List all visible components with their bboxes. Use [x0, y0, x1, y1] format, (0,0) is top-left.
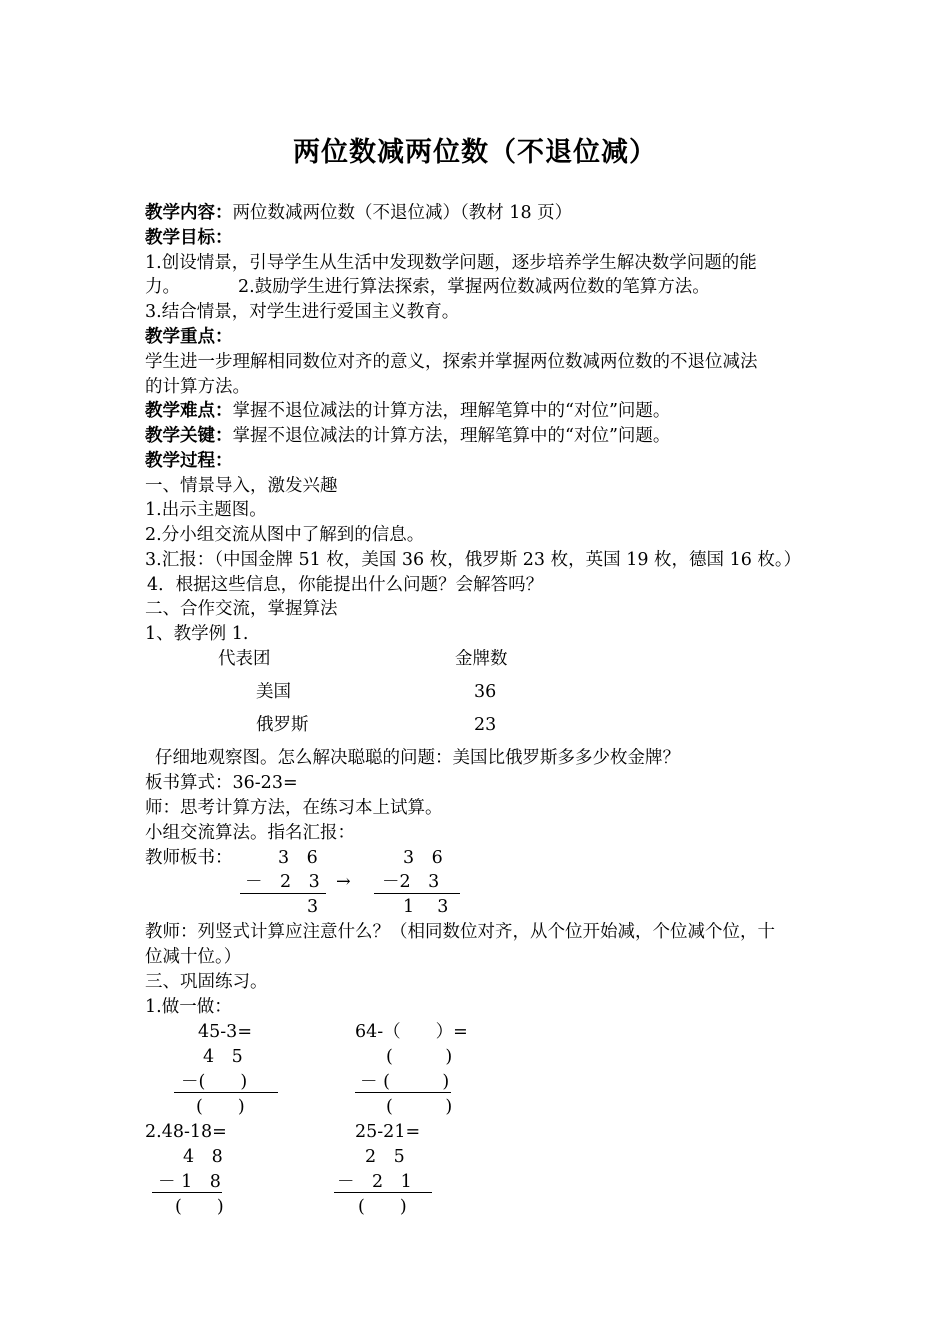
section-2-item-1: 1、教学例 1. — [145, 624, 249, 644]
table-cell-count: 23 — [474, 715, 497, 735]
key-label: 教学关键： — [145, 426, 233, 446]
difficulty-label: 教学难点： — [145, 401, 233, 421]
objective-line-2b: 2.鼓励学生进行算法探索，掌握两位数减两位数的笔算方法。 — [238, 277, 710, 297]
difficulty-text: 掌握不退位减法的计算方法，理解笔算中的“对位”问题。 — [232, 401, 671, 421]
calc1-subtrahend: － 2 3 — [245, 872, 320, 892]
practice-d-expr: 25-21= — [355, 1122, 421, 1142]
table-cell-country: 俄罗斯 — [256, 715, 309, 735]
board-label: 教师板书： — [145, 848, 233, 868]
process-label: 教学过程： — [145, 451, 233, 471]
practice-1-label: 1.做一做： — [145, 997, 232, 1017]
teacher-question-line-1: 教师：列竖式计算应注意什么？（相同数位对齐，从个位开始减，个位减个位，十 — [145, 922, 775, 942]
section-1-item-4: 4．根据这些信息，你能提出什么问题？会解答吗？ — [147, 575, 544, 595]
practice-b-rule — [355, 1092, 451, 1093]
calc1-rule — [240, 893, 326, 894]
key-line — [145, 424, 670, 448]
practice-a-subtrahend: －( ) — [181, 1072, 248, 1092]
objective-line-1: 1.创设情景，引导学生从生活中发现数学问题，逐步培养学生解决数学问题的能 — [145, 253, 757, 273]
key-points-line-1: 学生进一步理解相同数位对齐的意义，探索并掌握两位数减两位数的不退位减法 — [145, 352, 758, 372]
difficulty-line — [145, 399, 670, 423]
practice-2-expr: 2.48-18= — [145, 1122, 227, 1142]
content-label: 教学内容： — [145, 203, 233, 223]
objectives-label: 教学目标： — [145, 228, 233, 248]
table-header-medals: 金牌数 — [455, 649, 508, 669]
practice-b-top: ( ) — [386, 1047, 453, 1067]
practice-a-result: ( ) — [196, 1097, 245, 1117]
content-text: 两位数减两位数（不退位减）（教材 18 页） — [232, 203, 573, 223]
example-question: 仔细地观察图。怎么解决聪聪的问题：美国比俄罗斯多多少枚金牌？ — [155, 748, 680, 768]
calc2-rule — [374, 893, 460, 894]
practice-b-subtrahend: － ( ) — [360, 1072, 450, 1092]
calc1-result: 3 — [307, 897, 319, 917]
section-3-heading: 三、巩固练习。 — [145, 972, 268, 992]
teacher-question-line-2: 位减十位。） — [145, 947, 242, 967]
practice-b-expr: 64-（ ）= — [355, 1022, 468, 1042]
practice-a-rule — [174, 1092, 278, 1093]
objective-line-2a: 力。 — [145, 277, 180, 297]
section-1-heading: 一、情景导入，激发兴趣 — [145, 476, 338, 496]
practice-d-result: ( ) — [358, 1197, 407, 1217]
section-1-item-2: 2.分小组交流从图中了解到的信息。 — [145, 525, 425, 545]
section-1-item-3: 3.汇报：（中国金牌 51 枚，美国 36 枚，俄罗斯 23 枚，英国 19 枚，德国 16 枚。） — [145, 550, 802, 570]
key-points-line-2: 的计算方法。 — [145, 377, 250, 397]
calc2-top: 3 6 — [403, 848, 443, 868]
calc1-top: 3 6 — [278, 848, 318, 868]
practice-c-result: ( ) — [175, 1197, 224, 1217]
arrow-icon: → — [336, 872, 351, 892]
table-cell-count: 36 — [474, 682, 497, 702]
content-line — [145, 201, 572, 225]
practice-c-top: 4 8 — [183, 1147, 223, 1167]
key-text: 掌握不退位减法的计算方法，理解笔算中的“对位”问题。 — [232, 426, 671, 446]
practice-c-rule — [152, 1192, 222, 1193]
page-title: 两位数减两位数（不退位减） — [293, 137, 657, 168]
table-cell-country: 美国 — [256, 682, 291, 702]
practice-d-subtrahend: － 2 1 — [337, 1172, 412, 1192]
calc2-result: 1 3 — [403, 897, 449, 917]
objective-line-3: 3.结合情景，对学生进行爱国主义教育。 — [145, 302, 460, 322]
practice-c-subtrahend: － 1 8 — [158, 1172, 221, 1192]
practice-b-result: ( ) — [386, 1097, 453, 1117]
practice-d-top: 2 5 — [365, 1147, 405, 1167]
board-formula: 板书算式：36-23= — [145, 773, 298, 793]
calc2-subtrahend: －2 3 — [382, 872, 440, 892]
practice-a-expr: 45-3= — [198, 1022, 252, 1042]
section-2-heading: 二、合作交流，掌握算法 — [145, 599, 338, 619]
section-1-item-1: 1.出示主题图。 — [145, 500, 267, 520]
teacher-think: 师：思考计算方法，在练习本上试算。 — [145, 798, 443, 818]
table-header-team: 代表团 — [218, 649, 271, 669]
key-points-label: 教学重点： — [145, 327, 233, 347]
practice-d-rule — [334, 1192, 432, 1193]
practice-a-top: 4 5 — [203, 1047, 243, 1067]
group-report: 小组交流算法。指名汇报： — [145, 823, 355, 843]
